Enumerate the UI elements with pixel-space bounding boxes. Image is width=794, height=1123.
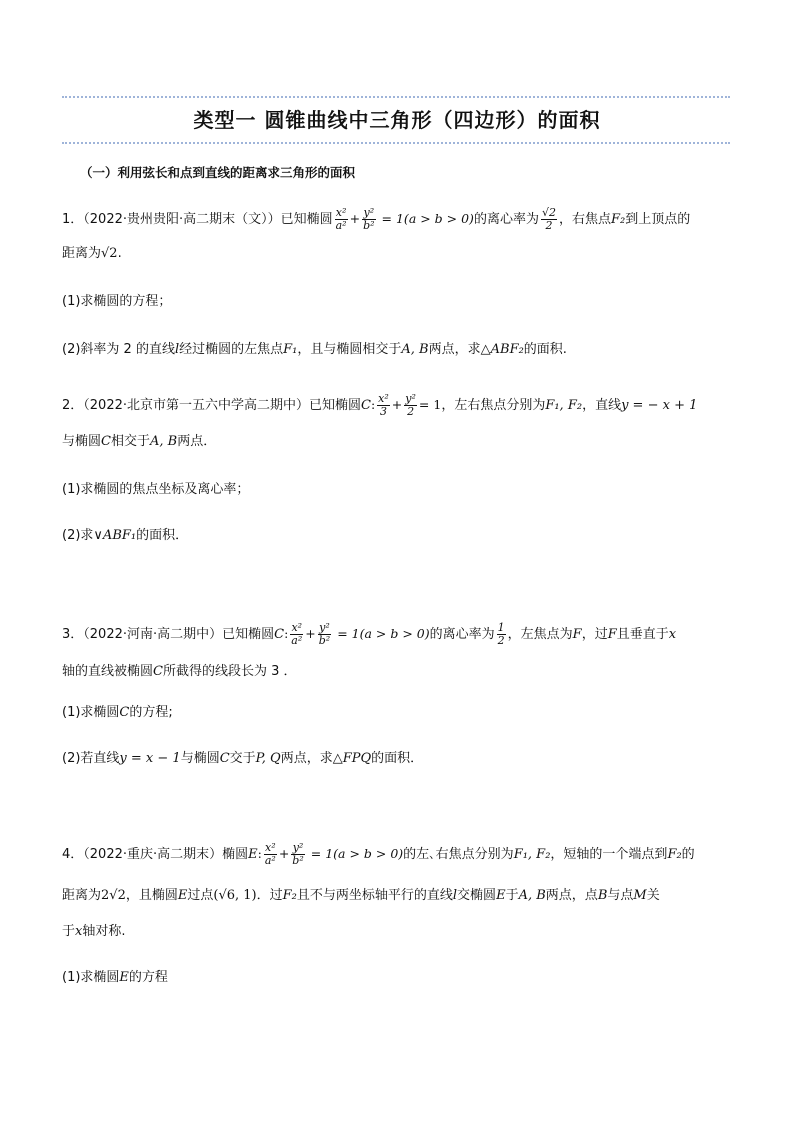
y2-over-b2: $\frac{\text{y²}}{\text{b²}}$: [318, 621, 331, 647]
eccentricity-fraction: $\frac{√2}{2}$: [541, 206, 556, 232]
y2-over-2: $\frac{\text{y²}}{2}$: [405, 392, 416, 418]
x2-over-a2: $\frac{\text{x²}}{\text{a²}}$: [335, 206, 347, 232]
y2-over-b2: $\frac{\text{y²}}{\text{b²}}$: [363, 206, 375, 232]
problem-4-line-2: 距离为2√2，且椭圆E过点(√6, 1)．过F₂且不与两坐标轴平行的直线l交椭圆E于A, B两点，点B与点M关: [62, 888, 660, 903]
problem-2-line-1: 2．（2022·北京市第一五六中学高二期中）已知椭圆C: $\frac{\text{x²}}{3}$ + $\frac{\text{y²}}{2}$ = 1，左右焦点分别为F₁, F₂，直线y = − x + 1: [62, 392, 698, 418]
problem-4-line-1: 4．（2022·重庆·高二期末）椭圆E: $\frac{\text{x²}}{\text{a²}}$ + $\frac{\text{y²}}{\text{b²}}$ = 1(a > b > 0)的左､右焦点分别为F₁, F₂，短轴的一个端点到F₂的: [62, 841, 695, 867]
x2-over-3: $\frac{\text{x²}}{3}$: [378, 392, 389, 418]
problem-1-line-1: 1．（2022·贵州贵阳·高二期末（文））已知椭圆 $\frac{\text{x²}}{\text{a²}}$ + $\frac{\text{y²}}{\text{b²}}$ = 1(a > b > 0)的离心率为 $\frac{√2}{2}$ ，右焦点F₂到上顶点的: [62, 206, 691, 232]
problem-2-question-2: (2)求∨ABF₁的面积．: [62, 528, 189, 543]
problem-2-question-1: (1)求椭圆的焦点坐标及离心率；: [62, 482, 250, 497]
y2-over-b2: $\frac{\text{y²}}{\text{b²}}$: [292, 841, 304, 867]
problem-3-question-2: (2)若直线y = x − 1与椭圆C交于P, Q两点，求△FPQ的面积．: [62, 751, 424, 766]
problem-1-question-2: (2)斜率为 2 的直线l经过椭圆的左焦点F₁，且与椭圆相交于A, B两点，求△ABF₂的面积.: [62, 342, 567, 357]
x2-over-a2: $\frac{\text{x²}}{\text{a²}}$: [291, 621, 303, 647]
problem-3-line-2: 轴的直线被椭圆C所截得的线段长为 3 ．: [62, 664, 297, 679]
problem-1-question-1: (1)求椭圆的方程；: [62, 294, 172, 309]
x2-over-a2: $\frac{\text{x²}}{\text{a²}}$: [264, 841, 276, 867]
problem-3-line-1: 3．（2022·河南·高二期中）已知椭圆C: $\frac{\text{x²}}{\text{a²}}$ + $\frac{\text{y²}}{\text{b²}}$ = 1(a > b > 0)的离心率为 $\frac{1}{2}$ ，左焦点为F，过F且垂直于x: [62, 621, 677, 647]
top-dotted-rule: [62, 96, 730, 98]
problem-1-lead: 1．（2022·贵州贵阳·高二期末（文））已知椭圆: [62, 212, 333, 227]
problem-2-line-2: 与椭圆C相交于A, B两点．: [62, 434, 217, 449]
problem-4-question-1: (1)求椭圆E的方程: [62, 970, 168, 985]
problem-4-line-3: 于x轴对称.: [62, 924, 126, 939]
problem-3-question-1: (1)求椭圆C的方程;: [62, 705, 173, 720]
page-title: 类型一 圆锥曲线中三角形（四边形）的面积: [193, 108, 601, 132]
problem-1-line-2: 距离为√2.: [62, 246, 122, 261]
eccentricity-fraction: $\frac{1}{2}$: [497, 621, 505, 647]
section-heading: （一）利用弦长和点到直线的距离求三角形的面积: [80, 165, 356, 180]
bottom-dotted-rule: [62, 142, 730, 144]
